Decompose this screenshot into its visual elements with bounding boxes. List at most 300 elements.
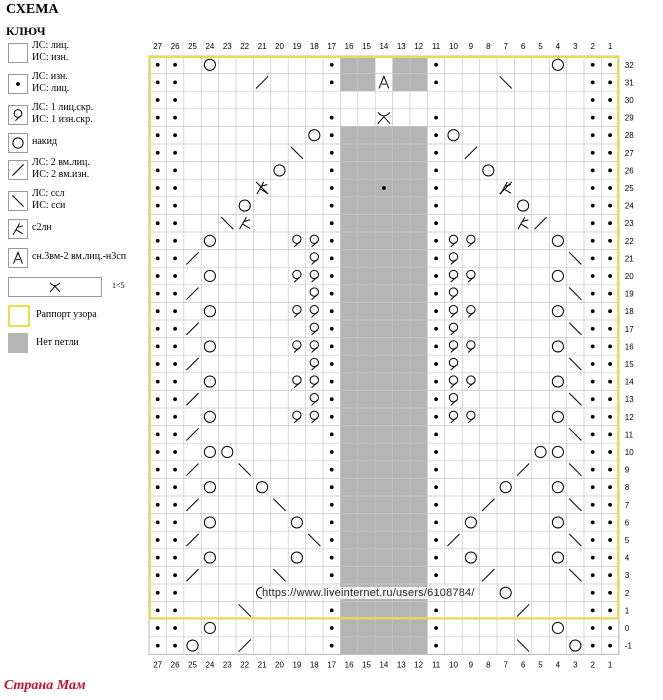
legend-label: с2лн <box>32 222 52 233</box>
purl-dot <box>330 292 334 296</box>
legend-label: ИС: 2 вм.изн. <box>32 169 90 180</box>
purl-dot <box>173 433 177 437</box>
column-number-top: 14 <box>379 42 389 51</box>
column-number-top: 22 <box>240 42 250 51</box>
purl-dot <box>156 169 160 173</box>
purl-dot <box>608 151 612 155</box>
purl-dot <box>330 186 334 190</box>
purl-dot <box>156 397 160 401</box>
row-number: 2 <box>624 588 630 598</box>
purl-dot <box>156 538 160 542</box>
column-number-top: 18 <box>309 42 319 51</box>
purl-dot <box>330 63 334 67</box>
purl-dot <box>591 133 595 137</box>
column-number-bottom: 19 <box>292 660 302 670</box>
purl-dot <box>608 274 612 278</box>
row-number: 17 <box>624 324 634 334</box>
purl-dot <box>156 292 160 296</box>
row30-band <box>323 91 445 109</box>
purl-dot <box>608 644 612 648</box>
row-number: 4 <box>624 553 630 563</box>
purl-dot <box>608 98 612 102</box>
row-number: 22 <box>624 236 634 246</box>
purl-dot <box>591 116 595 120</box>
column-number-top: 1 <box>607 42 613 51</box>
row-number: 20 <box>624 272 634 281</box>
row-number: 14 <box>624 377 634 387</box>
column-number-bottom: 8 <box>486 660 491 670</box>
legend-label: ЛС: ссл <box>32 188 65 199</box>
legend-label: ИС: изн. <box>32 52 69 63</box>
purl-dot <box>434 380 438 384</box>
legend-label: ЛС: изн. <box>32 71 68 82</box>
row-number: 32 <box>624 60 634 70</box>
purl-dot <box>434 274 438 278</box>
purl-dot <box>608 345 612 349</box>
purl-dot <box>434 151 438 155</box>
purl-dot <box>434 433 438 437</box>
purl-dot <box>591 151 595 155</box>
purl-dot <box>173 397 177 401</box>
column-number-top: 12 <box>414 42 424 51</box>
purl-dot <box>330 309 334 313</box>
purl-dot <box>591 204 595 208</box>
column-number-bottom: 24 <box>205 660 215 670</box>
purl-dot <box>434 644 438 648</box>
purl-dot <box>156 204 160 208</box>
purl-dot <box>434 169 438 173</box>
purl-dot <box>434 133 438 137</box>
column-number-top: 26 <box>170 42 180 51</box>
purl-dot <box>591 327 595 331</box>
purl-dot <box>608 221 612 225</box>
column-number-bottom: 6 <box>520 660 526 670</box>
purl-dot <box>591 521 595 525</box>
purl-dot <box>330 257 334 261</box>
purl-dot <box>173 556 177 560</box>
purl-dot <box>156 81 160 85</box>
column-number-bottom: 10 <box>449 660 458 670</box>
purl-dot <box>330 327 334 331</box>
purl-dot <box>434 116 438 120</box>
column-number-bottom: 13 <box>396 660 406 670</box>
purl-dot <box>591 573 595 577</box>
row-number: 19 <box>624 289 634 299</box>
watermark-url: https://www.liveinternet.ru/users/6108784/ <box>262 587 475 599</box>
purl-dot <box>434 257 438 261</box>
purl-dot <box>156 239 160 243</box>
purl-dot <box>434 309 438 313</box>
row-number: 28 <box>624 131 634 141</box>
column-number-top: 8 <box>486 42 491 51</box>
purl-dot <box>608 169 612 173</box>
row-number: 30 <box>624 96 634 105</box>
column-number-bottom: 25 <box>188 660 197 670</box>
purl-dot <box>330 644 334 648</box>
row-number: -1 <box>624 641 632 651</box>
purl-dot <box>173 468 177 472</box>
purl-dot <box>608 81 612 85</box>
purl-dot <box>608 450 612 454</box>
row-number: 12 <box>624 412 634 422</box>
purl-dot <box>330 204 334 208</box>
row-number: 7 <box>624 500 630 510</box>
purl-dot <box>156 503 160 507</box>
purl-dot <box>156 415 160 419</box>
column-number-top: 15 <box>362 42 371 51</box>
column-number-bottom: 9 <box>468 660 474 670</box>
purl-dot <box>591 169 595 173</box>
column-number-top: 5 <box>538 42 543 51</box>
purl-dot <box>608 362 612 366</box>
purl-dot <box>156 380 160 384</box>
purl-dot <box>156 521 160 525</box>
purl-dot <box>173 133 177 137</box>
legend-label: ИС: лиц. <box>32 83 70 94</box>
column-number-bottom: 5 <box>538 660 543 670</box>
purl-dot <box>330 380 334 384</box>
brand-logo: Страна Мам <box>4 678 86 693</box>
purl-dot <box>591 485 595 489</box>
purl-dot <box>434 221 438 225</box>
row-number: 21 <box>624 254 634 264</box>
purl-dot <box>173 151 177 155</box>
purl-dot <box>608 309 612 313</box>
column-number-bottom: 11 <box>431 660 441 670</box>
purl-dot <box>173 81 177 85</box>
purl-dot <box>434 327 438 331</box>
purl-dot <box>173 538 177 542</box>
purl-dot <box>591 63 595 67</box>
row-number: 27 <box>624 148 634 158</box>
purl-dot <box>434 626 438 630</box>
purl-dot <box>330 133 334 137</box>
purl-dot <box>591 433 595 437</box>
legend-label: ИС: 1 изн.скр. <box>32 114 93 125</box>
purl-dot <box>173 503 177 507</box>
purl-dot <box>330 503 334 507</box>
purl-dot <box>591 309 595 313</box>
row-number: 13 <box>624 395 634 405</box>
legend-label: сн.3вм-2 вм.лиц.-н3сп <box>32 251 127 262</box>
purl-dot <box>591 274 595 278</box>
purl-dot <box>330 521 334 525</box>
purl-dot <box>173 609 177 613</box>
purl-dot <box>434 81 438 85</box>
purl-dot <box>608 521 612 525</box>
purl-dot <box>434 485 438 489</box>
purl-dot <box>434 556 438 560</box>
purl-dot <box>156 186 160 190</box>
column-number-bottom: 15 <box>362 660 371 670</box>
column-number-bottom: 23 <box>222 660 232 670</box>
column-number-bottom: 16 <box>344 660 354 670</box>
purl-dot <box>173 327 177 331</box>
legend-label: ЛС: 2 вм.лиц. <box>32 157 90 168</box>
legend-label: Раппорт узора <box>36 309 97 320</box>
column-number-top: 20 <box>275 42 284 51</box>
purl-dot <box>591 538 595 542</box>
purl-dot <box>173 626 177 630</box>
legend-label: ИС: сси <box>32 200 66 211</box>
column-number-top: 9 <box>468 42 474 51</box>
legend-label: Нет петли <box>36 337 79 348</box>
purl-dot <box>434 503 438 507</box>
purl-dot <box>434 415 438 419</box>
column-number-bottom: 26 <box>170 660 180 670</box>
purl-dot <box>173 521 177 525</box>
column-number-bottom: 12 <box>414 660 424 670</box>
row-number: 8 <box>624 483 630 493</box>
row-numbers <box>625 61 634 651</box>
purl-dot <box>591 239 595 243</box>
purl-dot <box>608 609 612 613</box>
column-number-bottom: 7 <box>503 660 508 670</box>
purl-dot <box>434 292 438 296</box>
purl-dot <box>591 98 595 102</box>
purl-dot <box>608 538 612 542</box>
purl-dot <box>434 204 438 208</box>
purl-dot <box>608 116 612 120</box>
purl-dot <box>156 433 160 437</box>
purl-dot <box>434 239 438 243</box>
row-number: 16 <box>624 342 634 352</box>
purl-dot <box>173 116 177 120</box>
purl-dot <box>156 221 160 225</box>
column-number-bottom: 18 <box>309 660 319 670</box>
purl-dot <box>434 362 438 366</box>
column-number-top: 17 <box>327 42 337 51</box>
purl-dot <box>434 397 438 401</box>
row-number: 11 <box>624 430 634 440</box>
purl-dot <box>608 626 612 630</box>
purl-dot <box>156 591 160 595</box>
purl-dot <box>173 415 177 419</box>
row-number: 23 <box>624 219 634 229</box>
purl-dot <box>434 538 438 542</box>
column-number-bottom: 21 <box>257 660 267 670</box>
purl-dot <box>382 186 386 190</box>
purl-dot <box>330 345 334 349</box>
purl-dot <box>591 221 595 225</box>
column-number-top: 4 <box>555 42 561 51</box>
purl-dot <box>173 63 177 67</box>
purl-dot <box>156 573 160 577</box>
column-number-bottom: 4 <box>555 660 561 670</box>
purl-dot <box>591 626 595 630</box>
column-number-top: 6 <box>520 42 526 51</box>
purl-dot <box>591 257 595 261</box>
purl-dot <box>608 327 612 331</box>
column-number-top: 24 <box>205 42 215 51</box>
purl-dot <box>591 644 595 648</box>
purl-dot <box>156 450 160 454</box>
column-number-top: 10 <box>449 42 458 51</box>
purl-dot <box>173 309 177 313</box>
purl-dot <box>591 345 595 349</box>
key-title: КЛЮЧ <box>6 24 46 38</box>
purl-dot <box>173 221 177 225</box>
column-number-bottom: 20 <box>275 660 284 670</box>
purl-dot <box>156 309 160 313</box>
purl-dot <box>330 538 334 542</box>
column-number-top: 25 <box>188 42 197 51</box>
purl-dot <box>330 433 334 437</box>
legend-label: ЛС: 1 лиц.скр. <box>32 102 94 113</box>
purl-dot <box>156 116 160 120</box>
purl-dot <box>330 415 334 419</box>
purl-dot <box>330 239 334 243</box>
purl-dot <box>173 186 177 190</box>
purl-dot <box>330 81 334 85</box>
purl-dot <box>330 362 334 366</box>
purl-dot <box>156 133 160 137</box>
purl-dot <box>330 556 334 560</box>
purl-dot <box>330 151 334 155</box>
purl-dot <box>608 133 612 137</box>
row-number: 0 <box>624 624 630 633</box>
column-number-bottom: 2 <box>590 660 595 670</box>
purl-dot <box>591 81 595 85</box>
purl-dot <box>173 274 177 278</box>
purl-dot <box>330 450 334 454</box>
purl-dot <box>330 485 334 489</box>
purl-dot <box>173 591 177 595</box>
no-stitch-column <box>375 109 392 655</box>
purl-dot <box>330 626 334 630</box>
row-number: 9 <box>624 465 630 475</box>
row29-band <box>340 109 427 127</box>
purl-dot <box>173 573 177 577</box>
column-number-top: 11 <box>431 42 441 51</box>
row-number: 5 <box>624 536 630 545</box>
column-number-top: 21 <box>257 42 267 51</box>
purl-dot <box>156 98 160 102</box>
column-number-bottom: 1 <box>607 660 613 670</box>
purl-dot <box>608 591 612 595</box>
purl-dot <box>608 415 612 419</box>
purl-dot <box>608 257 612 261</box>
purl-dot <box>434 573 438 577</box>
purl-dot <box>173 644 177 648</box>
row-number: 10 <box>624 448 634 457</box>
row-number: 15 <box>624 360 634 369</box>
purl-dot <box>434 345 438 349</box>
column-number-bottom: 27 <box>153 660 163 670</box>
purl-dot <box>591 362 595 366</box>
purl-dot <box>591 450 595 454</box>
purl-dot <box>173 450 177 454</box>
column-number-top: 19 <box>292 42 302 51</box>
purl-dot <box>608 573 612 577</box>
column-number-top: 13 <box>396 42 406 51</box>
purl-dot <box>608 186 612 190</box>
purl-dot <box>608 468 612 472</box>
row-number: 24 <box>624 201 634 211</box>
legend-label: 1<5 <box>112 281 125 290</box>
column-number-top: 23 <box>222 42 232 51</box>
purl-dot <box>434 468 438 472</box>
column-number-top: 27 <box>153 42 163 51</box>
purl-dot <box>608 380 612 384</box>
purl-dot <box>330 609 334 613</box>
purl-dot <box>591 397 595 401</box>
column-number-bottom: 17 <box>327 660 337 670</box>
row-number: 18 <box>624 307 634 317</box>
column-number-bottom: 3 <box>573 660 578 670</box>
purl-dot <box>156 362 160 366</box>
purl-dot <box>608 433 612 437</box>
purl-dot <box>608 63 612 67</box>
purl-dot <box>591 292 595 296</box>
purl-dot <box>591 380 595 384</box>
purl-dot <box>434 186 438 190</box>
purl-dot <box>173 380 177 384</box>
row-number: 31 <box>624 78 634 88</box>
chart-title: СХЕМА <box>6 2 59 17</box>
purl-dot <box>330 274 334 278</box>
purl-dot <box>173 204 177 208</box>
purl-dot <box>173 362 177 366</box>
legend-label: накид <box>32 136 58 147</box>
purl-dot <box>173 345 177 349</box>
purl-dot <box>173 485 177 489</box>
purl-dot <box>156 626 160 630</box>
legend-label: ЛС: лиц. <box>32 40 69 51</box>
purl-dot <box>173 292 177 296</box>
purl-dot <box>330 573 334 577</box>
purl-dot <box>608 239 612 243</box>
purl-dot <box>156 257 160 261</box>
purl-dot <box>173 98 177 102</box>
row-number: 1 <box>624 606 630 616</box>
purl-dot <box>608 204 612 208</box>
row-number: 26 <box>624 166 634 176</box>
column-number-bottom: 22 <box>240 660 250 670</box>
purl-dot <box>330 116 334 120</box>
purl-dot <box>156 485 160 489</box>
purl-dot <box>330 397 334 401</box>
purl-dot <box>156 274 160 278</box>
column-number-top: 16 <box>344 42 354 51</box>
purl-dot <box>156 609 160 613</box>
purl-dot <box>591 186 595 190</box>
purl-dot <box>591 609 595 613</box>
purl-dot <box>173 257 177 261</box>
purl-dot <box>434 450 438 454</box>
purl-dot <box>173 239 177 243</box>
purl-dot <box>591 415 595 419</box>
purl-dot <box>591 591 595 595</box>
purl-dot <box>330 221 334 225</box>
purl-dot <box>434 521 438 525</box>
purl-dot <box>156 556 160 560</box>
purl-dot <box>591 503 595 507</box>
purl-dot <box>608 556 612 560</box>
purl-dot <box>608 397 612 401</box>
purl-dot <box>591 468 595 472</box>
purl-dot <box>608 485 612 489</box>
purl-dot <box>173 169 177 173</box>
row-number: 25 <box>624 184 634 193</box>
purl-dot <box>156 327 160 331</box>
purl-dot <box>156 63 160 67</box>
purl-dot <box>156 345 160 349</box>
column-number-top: 3 <box>573 42 578 51</box>
purl-dot <box>591 556 595 560</box>
row-number: 3 <box>624 571 630 581</box>
purl-dot <box>434 63 438 67</box>
